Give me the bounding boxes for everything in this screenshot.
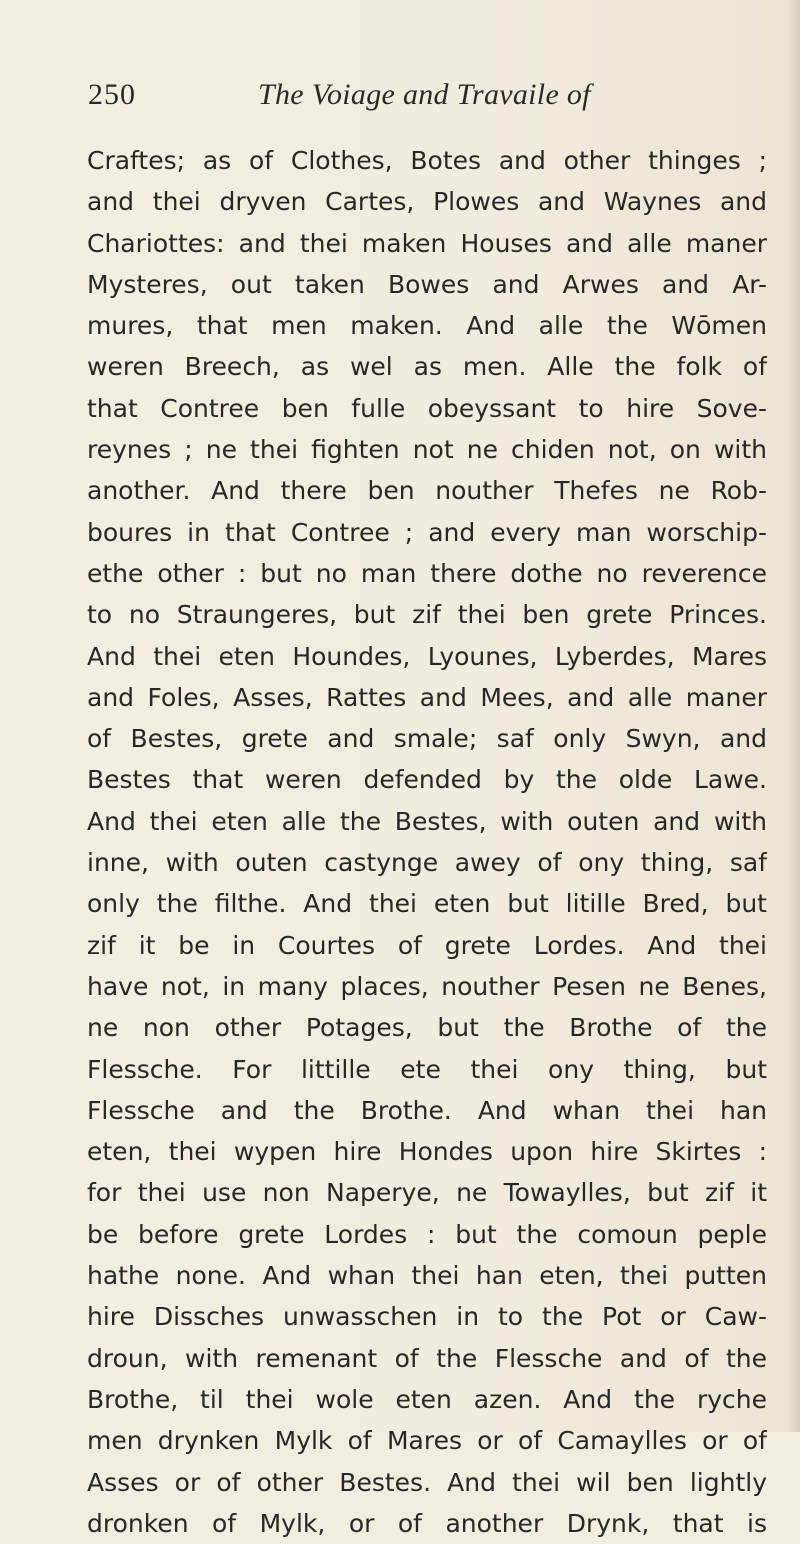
text-line: eten, thei wypen hire Hondes upon hire Skirtes : bbox=[87, 1137, 767, 1167]
text-line: for thei use non Naperye, ne Towaylles, but zif it bbox=[87, 1178, 767, 1208]
text-line: Flessche and the Brothe. And whan thei han bbox=[87, 1095, 767, 1125]
text-line: ethe other : but no man there dothe no reverence bbox=[87, 558, 767, 588]
text-line: that Contree ben fulle obeyssant to hire Sove- bbox=[87, 393, 767, 423]
text-line: And thei eten alle the Bestes, with outen and with bbox=[87, 806, 767, 836]
text-line: have not, in many places, nouther Pesen ne Benes, bbox=[87, 971, 767, 1001]
text-line: mures, that men maken. And alle the Wōmen bbox=[87, 311, 767, 341]
text-line: reynes ; ne thei fighten not ne chiden not, on with bbox=[87, 435, 767, 465]
page-edge-shadow bbox=[786, 0, 800, 1432]
text-line: Craftes; as of Clothes, Botes and other thinges ; bbox=[87, 146, 767, 175]
text-line: Mysteres, out taken Bowes and Arwes and Ar- bbox=[87, 269, 767, 299]
running-header bbox=[88, 78, 728, 124]
text-line: be before grete Lordes : but the comoun peple bbox=[87, 1219, 767, 1249]
text-line: of Bestes, grete and smale; saf only Swyn, and bbox=[87, 724, 767, 754]
text-line: boures in that Contree ; and every man worschip- bbox=[87, 517, 767, 547]
text-line: zif it be in Courtes of grete Lordes. And thei bbox=[87, 930, 767, 960]
text-line: Asses or of other Bestes. And thei wil ben lightly bbox=[87, 1467, 767, 1497]
text-line: hathe none. And whan thei han eten, thei putten bbox=[87, 1261, 767, 1291]
text-line: Chariottes: and thei maken Houses and alle maner bbox=[87, 228, 767, 258]
text-line: and thei dryven Cartes, Plowes and Waynes and bbox=[87, 187, 767, 217]
page-number: 250 bbox=[88, 78, 136, 111]
text-line: weren Breech, as wel as men. Alle the folk of bbox=[87, 352, 767, 382]
running-title: The Voiage and Travaile of bbox=[258, 78, 591, 111]
text-line: inne, with outen castynge awey of ony thing, saf bbox=[87, 848, 767, 878]
text-line: dronken of Mylk, or of another Drynk, that is bbox=[87, 1508, 767, 1538]
text-line: men drynken Mylk of Mares or of Camaylles or of bbox=[87, 1426, 767, 1456]
text-line: another. And there ben nouther Thefes ne Rob- bbox=[87, 476, 767, 506]
text-line: Flessche. For littille ete thei ony thing, but bbox=[87, 1054, 767, 1084]
text-line: only the filthe. And thei eten but litille Bred, but bbox=[87, 889, 767, 919]
text-line: ne non other Potages, but the Brothe of the bbox=[87, 1013, 767, 1043]
text-line: Bestes that weren defended by the olde Lawe. bbox=[87, 765, 767, 795]
text-line: and Foles, Asses, Rattes and Mees, and alle maner bbox=[87, 682, 767, 712]
body-text bbox=[87, 140, 767, 1544]
text-line: Brothe, til thei wole eten azen. And the ryche bbox=[87, 1384, 767, 1414]
text-line: And thei eten Houndes, Lyounes, Lyberdes, Mares bbox=[87, 641, 767, 671]
text-line: to no Straungeres, but zif thei ben grete Princes. bbox=[87, 600, 767, 630]
text-line: droun, with remenant of the Flessche and of the bbox=[87, 1343, 767, 1373]
text-line: hire Dissches unwasschen in to the Pot or Caw- bbox=[87, 1302, 767, 1332]
